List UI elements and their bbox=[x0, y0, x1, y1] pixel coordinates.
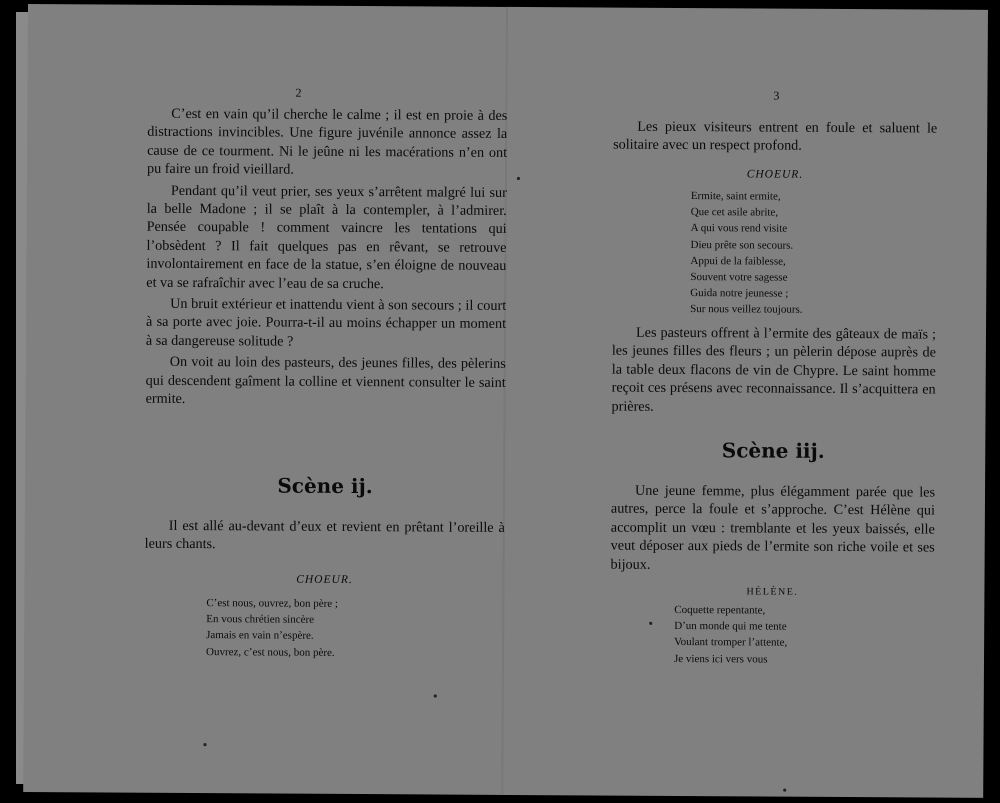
verse-line: Je viens ici vers vous bbox=[673, 652, 768, 666]
verse-line: Ermite, saint ermite, bbox=[690, 190, 781, 203]
paragraph: Pendant qu’il veut prier, ses yeux s’arrêtent malgré lui sur la belle Madone ; il se plaît à la contempler, à l’admirer. Pensée coupable ! comment vaincre les tentations qui l’obsèdent ? Il fait quelques pas en rêvant, se retrouve involontairement en face de la statue, s’en éloigne de nouveau et va se rafraîchir avec l’eau de sa cruche. bbox=[146, 182, 507, 292]
verse-line: Guida notre jeunesse ; bbox=[690, 287, 789, 300]
scene-title: Scène ij. bbox=[277, 473, 373, 499]
paragraph: Il est allé au-devant d’eux et revient en prêtant l’oreille à leurs chants. bbox=[144, 517, 505, 553]
paper-speck bbox=[203, 743, 206, 746]
paragraph: Une jeune femme, plus élégamment parée que les autres, perce la foule et s’approche. C’est Hélène qui accomplit un vœu : tremblante et les yeux baissés, elle veut déposer aux pieds de l’ermite son riche voile et ses bijoux. bbox=[610, 482, 936, 573]
left-page-text bbox=[146, 105, 508, 414]
verse-line: En vous chrétien sincère bbox=[206, 613, 315, 626]
chorus-verse bbox=[206, 595, 338, 661]
paragraph: On voit au loin des pasteurs, des jeunes filles, des pèlerins qui descendent gaîment la colline et viennent consulter le saint ermite. bbox=[145, 354, 506, 408]
paragraph: Les pieux visiteurs entrent en foule et saluent le solitaire avec un respect profond. bbox=[613, 118, 938, 155]
page-number: 2 bbox=[295, 85, 302, 100]
verse-line: Que cet asile abrite, bbox=[690, 206, 779, 219]
verse-line: Sur nous veillez toujours. bbox=[690, 303, 803, 317]
right-intro bbox=[613, 118, 937, 160]
paper-speck bbox=[649, 622, 652, 625]
book-spread bbox=[23, 4, 988, 798]
character-name: HÉLÈNE. bbox=[746, 586, 799, 598]
paragraph: Un bruit extérieur et inattendu vient à son secours ; il court à sa porte avec joie. Pourra-t-il au moins échapper un moment à sa dangereuse solitude ? bbox=[145, 295, 507, 350]
verse-line: D’un monde qui me tente bbox=[674, 620, 787, 633]
page-number: 3 bbox=[773, 88, 780, 103]
verse-line: Jamais en vain n’espère. bbox=[206, 629, 314, 643]
paper-speck bbox=[434, 694, 437, 697]
right-page bbox=[609, 8, 938, 790]
verse-line: Ouvrez, c’est nous, bon père. bbox=[206, 645, 335, 659]
verse-line: Voulant tromper l’attente, bbox=[674, 636, 788, 650]
verse-line: Coquette repentante, bbox=[674, 603, 766, 617]
paper-speck bbox=[517, 177, 520, 180]
paragraph: C’est en vain qu’il cherche le calme ; il est en proie à des distractions invincibles. Une figure juvénile annonce assez la cause de ce tourment. Ni le jeûne ni les macérations n’en ont pu faire un froid vieillard. bbox=[146, 105, 508, 178]
paragraph: Les pasteurs offrent à l’ermite des gâteaux de maïs ; les jeunes filles des fleurs ; un pèlerin dépose auprès de la table deux flacons de vin de Chypre. Le saint homme reçoit ces présens avec reconnaissance. Il s’acquittera en prières. bbox=[611, 324, 937, 415]
verse-line: A qui vous rend visite bbox=[690, 222, 788, 236]
verse-line: C’est nous, ouvrez, bon père ; bbox=[206, 597, 339, 610]
helene-verse bbox=[674, 602, 788, 668]
chorus-heading: CHOEUR. bbox=[746, 168, 804, 181]
verse-line: Dieu prête son secours. bbox=[690, 238, 794, 252]
scene-title: Scène iij. bbox=[721, 438, 825, 463]
verse-line: Appui de la faiblesse, bbox=[690, 254, 786, 268]
right-paragraph bbox=[611, 324, 936, 421]
left-page bbox=[143, 5, 508, 787]
stage-direction bbox=[611, 482, 936, 579]
chorus-verse bbox=[690, 188, 803, 318]
paper-speck bbox=[783, 789, 786, 792]
chorus-heading: CHOEUR. bbox=[296, 573, 353, 586]
verse-line: Souvent votre sagesse bbox=[690, 271, 788, 284]
stage-direction bbox=[145, 517, 505, 559]
